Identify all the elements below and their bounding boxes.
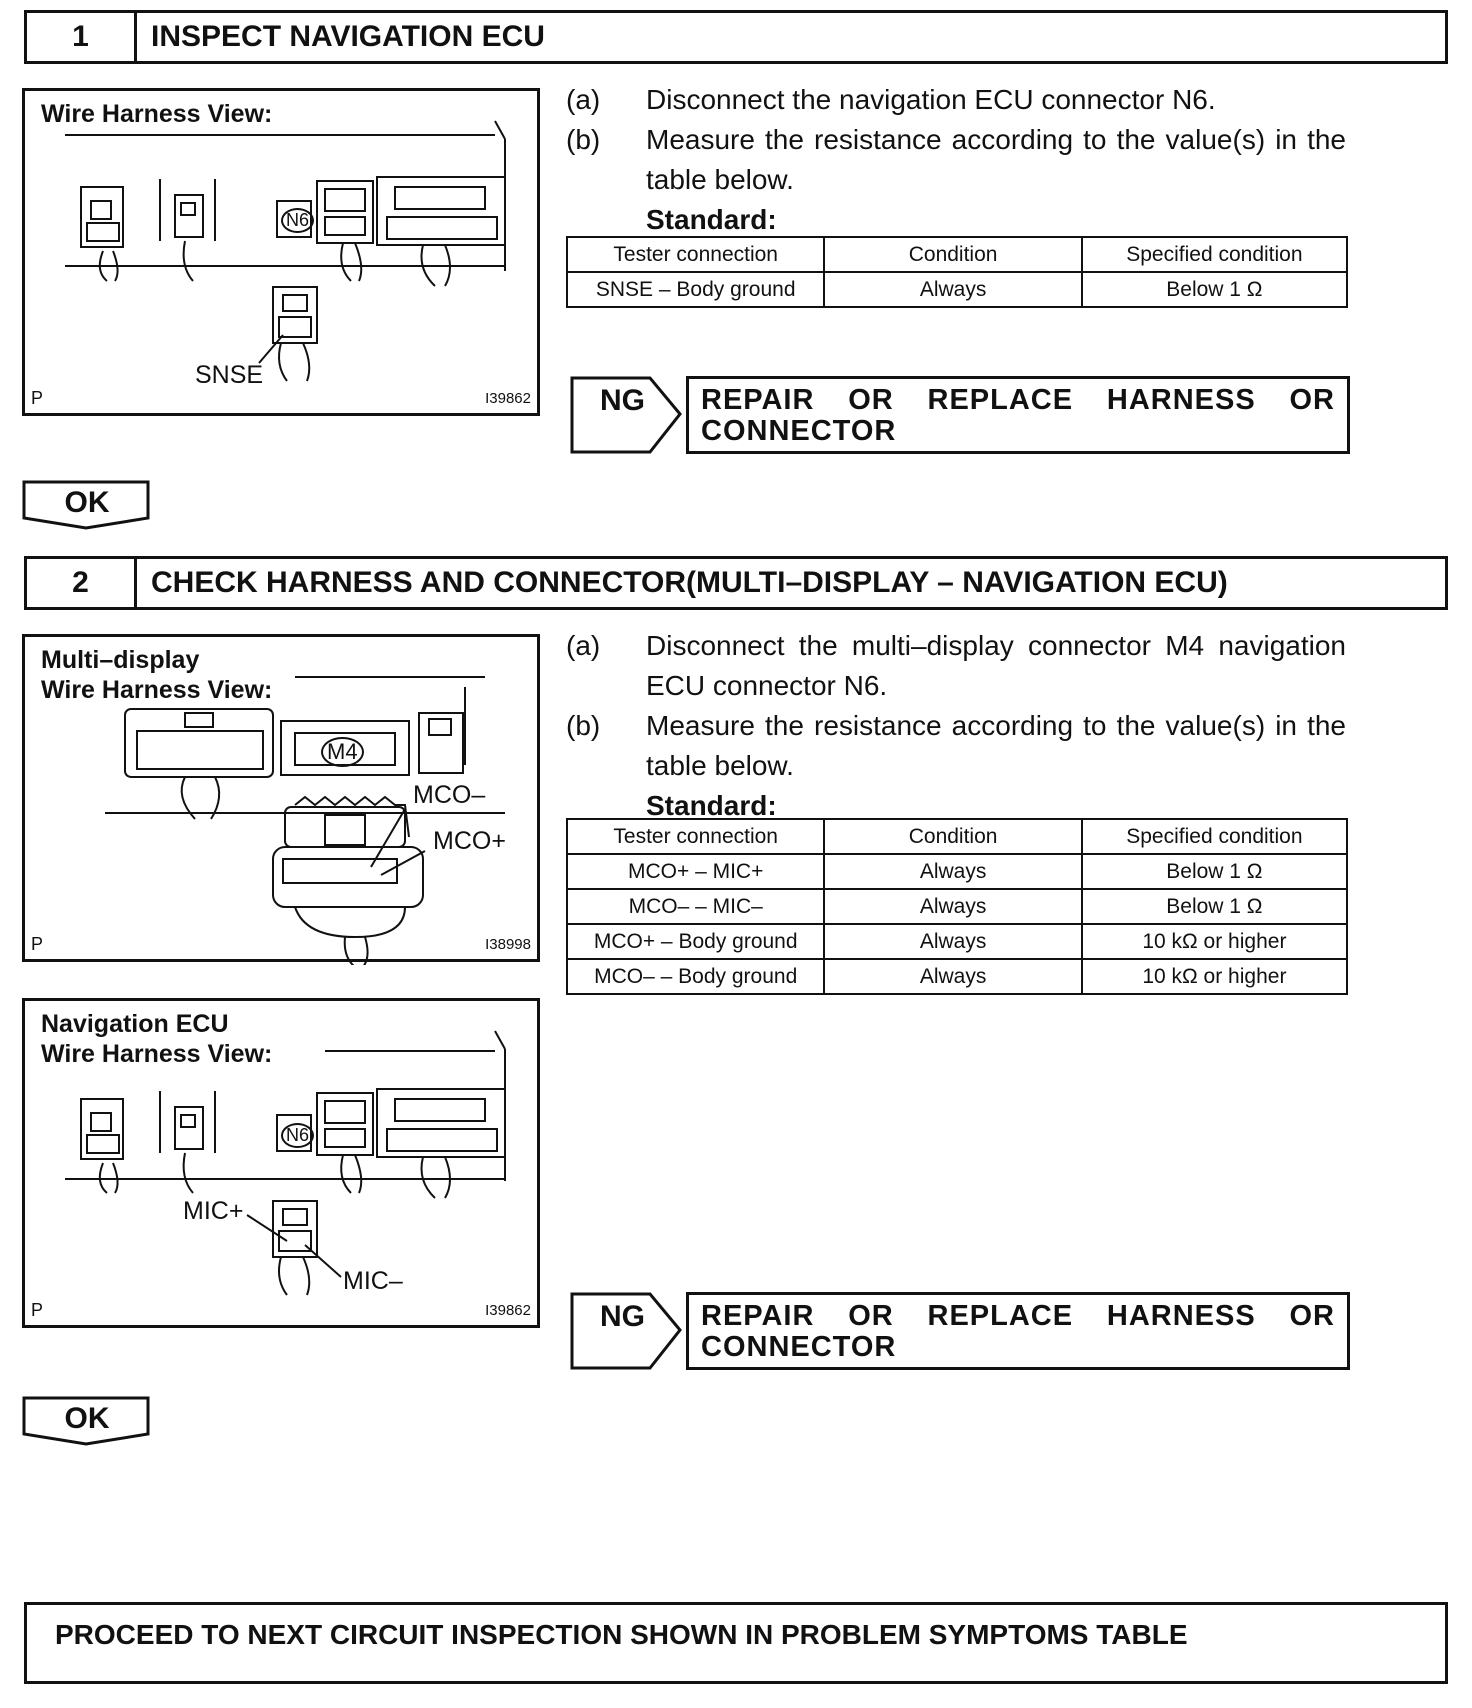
step-2-ok-branch	[22, 1396, 160, 1446]
instruction-text: Disconnect the multi–display connector M4 navigation ECU connector N6.	[646, 630, 1346, 701]
navigation-ecu-caption-line2: Wire Harness View:	[41, 1040, 273, 1068]
ng-action-text: REPAIR OR REPLACE HARNESS OR CONNECTOR	[686, 376, 1350, 454]
step-1-ng-branch	[570, 376, 1350, 454]
connector-m4-label: M4	[321, 737, 364, 767]
instruction-a	[566, 626, 1346, 706]
table-cell: MCO+ – MIC+	[567, 854, 824, 889]
table-cell: SNSE – Body ground	[567, 272, 824, 307]
standard-label: Standard:	[646, 204, 777, 235]
navigation-ecu-caption-line1: Navigation ECU	[41, 1010, 229, 1038]
step-2-title: CHECK HARNESS AND CONNECTOR(MULTI–DISPLAY – NAVIGATION ECU)	[151, 566, 1228, 599]
instruction-b	[566, 706, 1346, 786]
table-header-row	[567, 819, 1347, 854]
mic-plus-label: MIC+	[183, 1197, 244, 1225]
step-2-spec-table	[566, 818, 1348, 995]
table-cell: Below 1 Ω	[1082, 854, 1347, 889]
instruction-b	[566, 120, 1346, 200]
table-cell: Always	[824, 924, 1081, 959]
header-tester-connection: Tester connection	[567, 819, 824, 854]
multi-display-caption-line2: Wire Harness View:	[41, 676, 273, 704]
step-2-instructions	[566, 626, 1346, 826]
table-cell: MCO+ – Body ground	[567, 924, 824, 959]
step-1-figure	[22, 88, 540, 416]
connector-n6-label: N6	[281, 208, 314, 233]
instruction-text: Measure the resistance according to the value(s) in the table below.	[646, 124, 1346, 195]
table-cell: MCO– – Body ground	[567, 959, 824, 994]
figure-corner-mark: P	[31, 1300, 44, 1320]
step-2-number: 2	[27, 559, 137, 607]
figure-id: I39862	[485, 390, 531, 407]
table-row	[567, 924, 1347, 959]
step-1-spec-table	[566, 236, 1348, 308]
mco-minus-label: MCO–	[413, 781, 486, 809]
table-cell: Always	[824, 889, 1081, 924]
figure-id: I38998	[485, 936, 531, 953]
ng-action-text: REPAIR OR REPLACE HARNESS OR CONNECTOR	[686, 1292, 1350, 1370]
instruction-label: (a)	[566, 630, 601, 661]
header-condition: Condition	[824, 819, 1081, 854]
step-1-number: 1	[27, 13, 137, 61]
instruction-label: (b)	[566, 124, 601, 155]
step-2-ng-branch	[570, 1292, 1350, 1370]
figure-corner-mark: P	[31, 934, 44, 954]
table-cell: Always	[824, 959, 1081, 994]
table-header-row	[567, 237, 1347, 272]
multi-display-caption-line1: Multi–display	[41, 646, 200, 674]
header-specified-condition: Specified condition	[1082, 819, 1347, 854]
header-condition: Condition	[824, 237, 1081, 272]
ecu-connector-diagram	[25, 91, 543, 419]
ng-label: NG	[600, 384, 645, 417]
instruction-text: Disconnect the navigation ECU connector N6.	[646, 84, 1216, 115]
table-cell: 10 kΩ or higher	[1082, 959, 1347, 994]
step-2-figure-navigation-ecu	[22, 998, 540, 1328]
step-1-figure-caption: Wire Harness View:	[41, 100, 273, 128]
ok-label: OK	[64, 1402, 110, 1435]
mco-plus-label: MCO+	[433, 827, 506, 855]
table-row	[567, 889, 1347, 924]
step-1-instructions	[566, 80, 1346, 240]
step-1-header	[24, 10, 1448, 64]
final-instruction: PROCEED TO NEXT CIRCUIT INSPECTION SHOWN IN PROBLEM SYMPTOMS TABLE	[24, 1602, 1448, 1684]
instruction-label: (a)	[566, 84, 601, 115]
standard-label: Standard:	[646, 790, 777, 821]
table-cell: Always	[824, 272, 1081, 307]
table-cell: 10 kΩ or higher	[1082, 924, 1347, 959]
figure-id: I39862	[485, 1302, 531, 1319]
table-cell: Below 1 Ω	[1082, 272, 1347, 307]
ok-label: OK	[64, 486, 110, 519]
table-cell: Always	[824, 854, 1081, 889]
table-row	[567, 272, 1347, 307]
snse-terminal-label: SNSE	[195, 361, 264, 389]
instruction-text: Measure the resistance according to the value(s) in the table below.	[646, 710, 1346, 781]
connector-n6-label: N6	[281, 1123, 314, 1148]
table-cell: Below 1 Ω	[1082, 889, 1347, 924]
table-row	[567, 959, 1347, 994]
mic-minus-label: MIC–	[343, 1267, 403, 1295]
ng-label: NG	[600, 1300, 645, 1333]
step-2-header	[24, 556, 1448, 610]
step-1-ok-branch	[22, 480, 160, 530]
step-1-title: INSPECT NAVIGATION ECU	[151, 20, 545, 53]
header-tester-connection: Tester connection	[567, 237, 824, 272]
instruction-a	[566, 80, 1346, 120]
table-row	[567, 854, 1347, 889]
figure-corner-mark: P	[31, 388, 44, 408]
step-2-figure-multi-display	[22, 634, 540, 962]
header-specified-condition: Specified condition	[1082, 237, 1347, 272]
instruction-label: (b)	[566, 710, 601, 741]
table-cell: MCO– – MIC–	[567, 889, 824, 924]
